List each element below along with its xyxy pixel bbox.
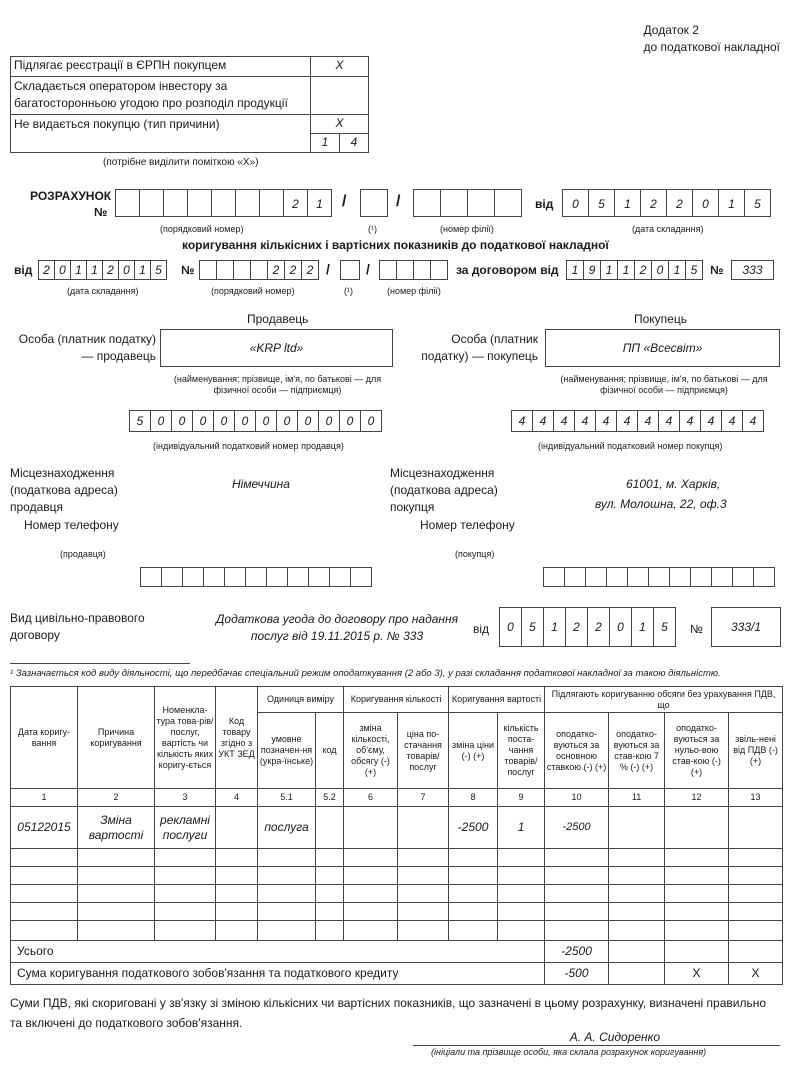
contract-no-value[interactable]: 333 xyxy=(731,260,774,280)
col-number: 3 xyxy=(155,789,216,807)
closing-statement: Суми ПДВ, які скориговані у зв'язку зі зміною кількісних чи вартісних показників, що зазначені в цьому розрахунку, визначені правильно та включені до податкового зобов'язання. xyxy=(10,996,767,1030)
buyer-address-line2: вул. Молошна, 22, оф.3 xyxy=(595,497,727,511)
total-row xyxy=(11,941,783,963)
invoice-num-digit[interactable] xyxy=(216,260,234,280)
signature-caption: (ініціали та прізвище особи, яка склала розрахунок коригування) xyxy=(431,1047,707,1057)
invoice-num-digit[interactable] xyxy=(250,260,268,280)
seller-ipn-digit[interactable]: 5 xyxy=(129,410,151,432)
seller-phone-digit[interactable] xyxy=(203,567,225,587)
contract-date-digit[interactable]: 1 xyxy=(617,260,635,280)
col-unit-name-header: умовне позначен-ня (укра-їнське) xyxy=(258,713,316,789)
col-number: 5.2 xyxy=(316,789,344,807)
reason-code-2[interactable]: 4 xyxy=(340,134,369,153)
invoice-date-cells xyxy=(39,260,167,280)
row-unit[interactable]: послуга xyxy=(258,807,316,849)
invoice-date-digit[interactable]: 1 xyxy=(70,260,87,280)
col-number: 2 xyxy=(78,789,155,807)
reg-label-operator: Складається оператором інвестору за багатосторонньою угодою про розподіл продукції xyxy=(11,77,311,115)
col-number: 5.1 xyxy=(258,789,316,807)
row-supply-qty[interactable]: 1 xyxy=(498,807,545,849)
calc-num-digit[interactable] xyxy=(259,189,284,217)
calc-num-digit[interactable] xyxy=(187,189,212,217)
reg-mark-erpn[interactable]: X xyxy=(311,57,369,77)
calc-branch-digit[interactable] xyxy=(440,189,468,217)
invoice-no: № xyxy=(181,263,195,277)
invoice-branch-digit[interactable] xyxy=(396,260,414,280)
buyer-phone-digit[interactable] xyxy=(648,567,670,587)
contract-doc-date-digit[interactable]: 2 xyxy=(587,607,610,647)
calc-branch-digit[interactable] xyxy=(413,189,441,217)
seller-ipn-digit[interactable]: 0 xyxy=(192,410,214,432)
footnote-rule xyxy=(10,663,190,664)
contract-doc-date-digit[interactable]: 0 xyxy=(499,607,522,647)
buyer-phone-caption: (покупця) xyxy=(455,549,495,559)
calc-branch-cells xyxy=(414,189,522,217)
buyer-phone-cells xyxy=(544,567,775,587)
buyer-heading: Покупець xyxy=(634,312,687,326)
invoice-date-digit[interactable]: 5 xyxy=(150,260,167,280)
col-code-header: Код товару згідно з УКТ ЗЕД xyxy=(216,687,258,789)
calc-num-digit[interactable] xyxy=(235,189,260,217)
invoice-number-cells xyxy=(200,260,319,280)
row-zero-rate[interactable] xyxy=(665,807,729,849)
contract-date-digit[interactable]: 1 xyxy=(668,260,686,280)
buyer-phone-digit[interactable] xyxy=(732,567,754,587)
calc-date-digit[interactable]: 0 xyxy=(692,189,719,217)
col-exempt-header: звіль-нені від ПДВ (-) (+) xyxy=(729,713,783,789)
invoice-cap-number: (порядковий номер) xyxy=(211,286,295,296)
col-price-corr-header: Коригування вартості xyxy=(449,687,545,713)
invoice-branch-digit[interactable] xyxy=(379,260,397,280)
buyer-name[interactable]: ПП «Всесвіт» xyxy=(545,329,780,367)
calc-num-digit[interactable] xyxy=(211,189,236,217)
col-zero-rate-header: оподатко-вуються за нульо-вою став-кою (-) (+) xyxy=(665,713,729,789)
invoice-date-digit[interactable]: 0 xyxy=(54,260,71,280)
col-unit-header: Одиниця виміру xyxy=(258,687,344,713)
reason-code-1[interactable]: 1 xyxy=(311,134,340,153)
invoice-date-digit[interactable]: 1 xyxy=(86,260,103,280)
invoice-cap-date: (дата складання) xyxy=(67,286,139,296)
row-exempt[interactable] xyxy=(729,807,783,849)
buyer-phone-digit[interactable] xyxy=(585,567,607,587)
seller-phone-digit[interactable] xyxy=(308,567,330,587)
contract-date-digit[interactable]: 2 xyxy=(634,260,652,280)
table-row-empty xyxy=(11,849,783,867)
buyer-ipn-digit[interactable]: 4 xyxy=(574,410,596,432)
buyer-ipn-digit[interactable]: 4 xyxy=(553,410,575,432)
seller-phone-digit[interactable] xyxy=(182,567,204,587)
seller-heading: Продавець xyxy=(247,312,309,326)
row-qty-change[interactable] xyxy=(344,807,398,849)
table-row-empty xyxy=(11,903,783,921)
seller-ipn-digit[interactable]: 0 xyxy=(360,410,382,432)
seller-phone-label: Номер телефону xyxy=(24,518,119,532)
buyer-phone-digit[interactable] xyxy=(669,567,691,587)
seller-ipn-caption: (індивідуальний податковий номер продавця) xyxy=(153,441,344,451)
vat-sum-row xyxy=(11,963,783,985)
seller-name[interactable]: «KRP ltd» xyxy=(160,329,393,367)
invoice-date-digit[interactable]: 2 xyxy=(38,260,55,280)
contract-doc-date-digit[interactable]: 0 xyxy=(609,607,632,647)
invoice-num-digit[interactable]: 2 xyxy=(267,260,285,280)
invoice-branch-digit[interactable] xyxy=(413,260,431,280)
table-row xyxy=(11,807,783,849)
invoice-date-digit[interactable]: 1 xyxy=(134,260,151,280)
calc-date-digit[interactable]: 5 xyxy=(744,189,771,217)
contract-date-digit[interactable]: 5 xyxy=(685,260,703,280)
calc-date-digit[interactable]: 1 xyxy=(614,189,641,217)
calc-date-digit[interactable]: 2 xyxy=(640,189,667,217)
vat-sum-label: Сума коригування податкового зобов'язання та податкового кредиту xyxy=(11,963,545,985)
table-row-empty xyxy=(11,867,783,885)
seller-ipn-digit[interactable]: 0 xyxy=(297,410,319,432)
invoice-slash-1: / xyxy=(326,261,330,277)
contract-date-cells xyxy=(567,260,703,280)
contract-doc-date-digit[interactable]: 5 xyxy=(653,607,676,647)
contract-doc-no-label: № xyxy=(690,622,703,636)
calc-date-digit[interactable]: 1 xyxy=(718,189,745,217)
buyer-phone-label: Номер телефону xyxy=(420,518,515,532)
buyer-phone-digit[interactable] xyxy=(711,567,733,587)
buyer-phone-digit[interactable] xyxy=(543,567,565,587)
calc-subtitle: коригування кількісних і вартісних показників до податкової накладної xyxy=(182,238,609,252)
col-number: 7 xyxy=(398,789,449,807)
buyer-ipn-digit[interactable]: 4 xyxy=(700,410,722,432)
contract-doc-no[interactable]: 333/1 xyxy=(711,607,781,647)
correction-table xyxy=(10,686,783,985)
col-qty-corr-header: Коригування кількості xyxy=(344,687,449,713)
seller-ipn-cells xyxy=(130,410,382,432)
buyer-phone-digit[interactable] xyxy=(753,567,775,587)
invoice-date-digit[interactable]: 2 xyxy=(102,260,119,280)
seller-ipn-digit[interactable]: 0 xyxy=(318,410,340,432)
calc-date-digit[interactable]: 0 xyxy=(562,189,589,217)
reg-mark-operator[interactable] xyxy=(311,77,369,115)
seller-address: Німеччина xyxy=(232,477,290,491)
buyer-ipn-cells xyxy=(512,410,764,432)
invoice-num-digit[interactable]: 2 xyxy=(284,260,302,280)
buyer-ipn-digit[interactable]: 4 xyxy=(595,410,617,432)
seller-ipn-digit[interactable]: 0 xyxy=(339,410,361,432)
calc-date-digit[interactable]: 5 xyxy=(588,189,615,217)
total-label: Усього xyxy=(11,941,545,963)
contract-doc-date-digit[interactable]: 5 xyxy=(521,607,544,647)
calc-num-digit[interactable] xyxy=(163,189,188,217)
seller-phone-digit[interactable] xyxy=(161,567,183,587)
buyer-phone-digit[interactable] xyxy=(564,567,586,587)
reg-label-not-issued: Не видається покупцю (тип причини) xyxy=(11,115,311,153)
buyer-ipn-digit[interactable]: 4 xyxy=(532,410,554,432)
table-row-empty xyxy=(11,921,783,941)
col-rate7-header: оподатко-вуються за став-кою 7 % (-) (+) xyxy=(609,713,665,789)
calc-title: РОЗРАХУНОК xyxy=(30,189,112,203)
calc-number-cells xyxy=(116,189,332,217)
col-supply-qty-header: кількість поста-чання товарів/ послуг xyxy=(498,713,545,789)
calc-no: № xyxy=(93,205,108,219)
invoice-branch-digit[interactable] xyxy=(430,260,448,280)
contract-no-label: № xyxy=(710,263,724,277)
invoice-num-digit[interactable]: 2 xyxy=(301,260,319,280)
invoice-vid: від xyxy=(14,263,33,277)
buyer-phone-digit[interactable] xyxy=(627,567,649,587)
seller-address-label: Місцезнаходження (податкова адреса) продавця xyxy=(10,466,118,514)
calc-vid: від xyxy=(535,197,554,211)
buyer-ipn-digit[interactable]: 4 xyxy=(616,410,638,432)
reg-mark-not-issued[interactable]: X xyxy=(311,115,369,134)
buyer-ipn-caption: (індивідуальний податковий номер покупця) xyxy=(538,441,723,451)
col-number: 13 xyxy=(729,789,783,807)
vat-sum-exempt: Х xyxy=(729,963,783,985)
calc-num-digit[interactable] xyxy=(139,189,164,217)
col-number: 12 xyxy=(665,789,729,807)
col-number: 4 xyxy=(216,789,258,807)
buyer-name-caption: (найменування; прізвище, ім'я, по батькові — для фізичної особи — підприємця) xyxy=(560,374,768,395)
seller-ipn-digit[interactable]: 0 xyxy=(213,410,235,432)
calc-title-block xyxy=(30,188,111,220)
seller-ipn-digit[interactable]: 0 xyxy=(171,410,193,432)
footnote: ¹ Зазначається код виду діяльності, що передбачає спеціальний режим оподаткування (2 або 3), у разі складання податкової накладної за такою діяльністю. xyxy=(10,668,721,679)
vat-sum-zero-rate: Х xyxy=(665,963,729,985)
seller-phone-digit[interactable] xyxy=(140,567,162,587)
col-base-header: Підлягають коригуванню обсяги без урахування ПДВ, що xyxy=(545,687,783,713)
contract-vid: від xyxy=(473,622,490,636)
contract-type-value: Додаткова угода до договору про надання послуг від 19.11.2015 р. № 333 xyxy=(215,612,459,643)
col-price-change-header: зміна ціни (-) (+) xyxy=(449,713,498,789)
calc-activity-code[interactable] xyxy=(360,189,388,217)
contract-date-label: за договором від xyxy=(456,263,559,277)
col-supply-price-header: ціна по-стачання товарів/ послуг xyxy=(398,713,449,789)
row-code[interactable] xyxy=(216,807,258,849)
buyer-label: Особа (платник податку) — покупець xyxy=(421,332,538,363)
signature-name[interactable]: А. А. Сидоренко xyxy=(413,1030,780,1046)
contract-doc-date-digit[interactable]: 1 xyxy=(543,607,566,647)
seller-name-caption: (найменування; прізвище, ім'я, по батькові — для фізичної особи — підприємця) xyxy=(173,374,382,395)
col-date-header: Дата коригу-вання xyxy=(11,687,78,789)
col-number: 10 xyxy=(545,789,609,807)
row-rate7[interactable] xyxy=(609,807,665,849)
contract-doc-date-digit[interactable]: 2 xyxy=(565,607,588,647)
buyer-ipn-digit[interactable]: 4 xyxy=(742,410,764,432)
calc-num-digit[interactable] xyxy=(115,189,140,217)
calc-cap-branch: (номер філії) xyxy=(440,224,494,234)
col-item-header: Номенкла-тура това-рів/послуг, вартість чи кількість яких коригу-ється xyxy=(155,687,216,789)
calc-date-cells xyxy=(563,189,771,217)
invoice-branch-cells xyxy=(380,260,448,280)
buyer-ipn-digit[interactable]: 4 xyxy=(511,410,533,432)
total-value[interactable]: -2500 xyxy=(545,941,609,963)
seller-ipn-digit[interactable]: 0 xyxy=(234,410,256,432)
row-basic-rate[interactable]: -2500 xyxy=(545,807,609,849)
seller-phone-digit[interactable] xyxy=(329,567,351,587)
buyer-address-line1: 61001, м. Харків, xyxy=(626,477,721,491)
buyer-phone-digit[interactable] xyxy=(690,567,712,587)
calc-branch-digit[interactable] xyxy=(467,189,495,217)
seller-label: Особа (платник податку) — продавець xyxy=(18,332,156,363)
calc-cap-date: (дата складання) xyxy=(632,224,704,234)
vat-sum-value[interactable]: -500 xyxy=(545,963,609,985)
seller-phone-digit[interactable] xyxy=(224,567,246,587)
col-reason-header: Причина коригування xyxy=(78,687,155,789)
registration-note: (потрібне виділити поміткою «Х») xyxy=(103,157,259,168)
contract-type-label: Вид цивільно-правового договору xyxy=(10,611,145,642)
calc-date-digit[interactable]: 2 xyxy=(666,189,693,217)
calc-num-digit[interactable]: 1 xyxy=(307,189,332,217)
invoice-num-digit[interactable] xyxy=(233,260,251,280)
invoice-activity-code[interactable] xyxy=(340,260,360,280)
appendix-header xyxy=(644,22,780,56)
invoice-cap-branch: (номер філії) xyxy=(387,286,441,296)
row-item[interactable]: рекламні послуги xyxy=(155,807,216,849)
seller-ipn-digit[interactable]: 0 xyxy=(255,410,277,432)
appendix-line1: Додаток 2 xyxy=(643,23,699,37)
buyer-address-label: Місцезнаходження (податкова адреса) покупця xyxy=(390,466,498,514)
invoice-cap-note: (¹) xyxy=(344,286,353,296)
col-unit-code-header: код xyxy=(316,713,344,789)
seller-phone-digit[interactable] xyxy=(245,567,267,587)
calc-branch-digit[interactable] xyxy=(494,189,522,217)
buyer-phone-digit[interactable] xyxy=(606,567,628,587)
reg-label-erpn: Підлягає реєстрації в ЄРПН покупцем xyxy=(11,57,311,77)
buyer-ipn-digit[interactable]: 4 xyxy=(658,410,680,432)
invoice-slash-2: / xyxy=(366,261,370,277)
col-number: 6 xyxy=(344,789,398,807)
row-date[interactable]: 05122015 xyxy=(11,807,78,849)
calc-slash-2: / xyxy=(396,193,401,210)
buyer-ipn-digit[interactable]: 4 xyxy=(637,410,659,432)
contract-date-digit[interactable]: 9 xyxy=(583,260,601,280)
invoice-num-digit[interactable] xyxy=(199,260,217,280)
contract-date-digit[interactable]: 0 xyxy=(651,260,669,280)
row-supply-price[interactable] xyxy=(398,807,449,849)
seller-phone-digit[interactable] xyxy=(350,567,372,587)
seller-phone-cells xyxy=(141,567,372,587)
buyer-ipn-digit[interactable]: 4 xyxy=(679,410,701,432)
contract-doc-date-digit[interactable]: 1 xyxy=(631,607,654,647)
seller-phone-digit[interactable] xyxy=(266,567,288,587)
calc-cap-note: (¹) xyxy=(368,224,377,234)
contract-doc-date-cells xyxy=(500,607,676,647)
buyer-ipn-digit[interactable]: 4 xyxy=(721,410,743,432)
col-qty-change-header: зміна кількості, об'єму, обсягу (-) (+) xyxy=(344,713,398,789)
calc-num-digit[interactable]: 2 xyxy=(283,189,308,217)
calc-cap-number: (порядковий номер) xyxy=(160,224,244,234)
seller-ipn-digit[interactable]: 0 xyxy=(276,410,298,432)
invoice-date-digit[interactable]: 0 xyxy=(118,260,135,280)
appendix-line2: до податкової накладної xyxy=(643,40,780,54)
seller-ipn-digit[interactable]: 0 xyxy=(150,410,172,432)
col-number: 1 xyxy=(11,789,78,807)
row-price-change[interactable]: -2500 xyxy=(449,807,498,849)
col-number: 11 xyxy=(609,789,665,807)
col-number: 8 xyxy=(449,789,498,807)
calc-slash-1: / xyxy=(342,193,347,210)
table-row-empty xyxy=(11,885,783,903)
col-number: 9 xyxy=(498,789,545,807)
col-basic-rate-header: оподатко-вуються за основною ставкою (-) (+) xyxy=(545,713,609,789)
row-reason[interactable]: Зміна вартості xyxy=(78,807,155,849)
registration-table xyxy=(10,56,369,153)
contract-date-digit[interactable]: 1 xyxy=(566,260,584,280)
contract-date-digit[interactable]: 1 xyxy=(600,260,618,280)
seller-phone-digit[interactable] xyxy=(287,567,309,587)
row-unit-code[interactable] xyxy=(316,807,344,849)
seller-phone-caption: (продавця) xyxy=(60,549,106,559)
